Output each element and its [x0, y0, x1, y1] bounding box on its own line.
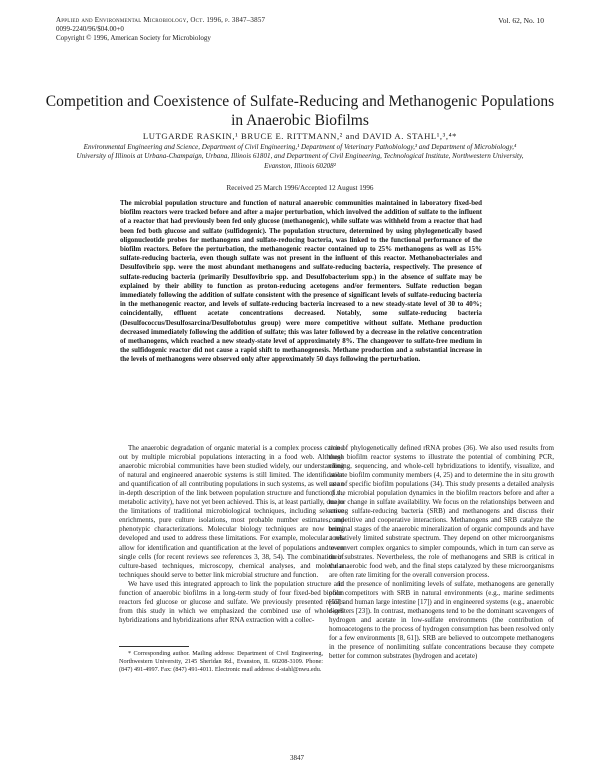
affiliations: Environmental Engineering and Science, Department of Civil Engineering,¹ Department of Veterinary Pathobiology,³ and Department of Microbiology,⁴ University of Illinois at Urbana-Champaign, Urbana, Illinois 61801, and Department of Civil Engineering, Technological Institute, Northwestern University, Evanston, Illinois 60208²	[76, 143, 524, 170]
paragraph: We have used this integrated approach to link the population structure and function of anaerobic biofilms in a long-term study of four fixed-bed biofilm reactors fed glucose or glucose and sulfate. We previously presented results from this study in which we emphasized the combined use of whole-cell hybridizations and hybridizations after RNA extraction with a collec-	[119, 579, 344, 624]
paragraph: In the presence of nonlimiting levels of sulfate, methanogens are generally poor competitors with SRB in natural environments (e.g., marine sediments [55] and human large intestine [17]) and in engineered systems (e.g., anaerobic digesters [23]). In contrast, methanogens tend to be the dominant scavengers of hydrogen and acetate in low-sulfate environments (the contribution of homoacetogens to the process of hydrogen consumption has been resolved only for a few environments [8, 61]). SRB are believed to outcompete methanogens in the presence of nonlimiting sulfate concentrations because they compete better for common substrates (hydrogen and acetate)	[329, 579, 554, 661]
author-list: LUTGARDE RASKIN,¹ BRUCE E. RITTMANN,² and DAVID A. STAHL¹,³,⁴*	[142, 131, 458, 141]
running-header	[56, 16, 265, 43]
paragraph: The anaerobic degradation of organic material is a complex process carried out by multiple microbial populations interacting in a food web. Although anaerobic microbial communities have been studied widely, our understanding of natural and engineered anaerobic systems is still limited. The identification and quantification of all contributing populations in such systems, as well as an in-depth description of the link between population structure and function (i.e., metabolic activity), have not yet been achieved. This is, at least partially, due to the limitations of traditional microbiological techniques, including selective enrichments, pure culture isolations, most probable number estimates, and phenotypic characterizations. Molecular biology techniques are now being developed and used to address these limitations. For example, molecular tools allow for identification and quantification at the level of populations and even single cells (for recent reviews see references 3, 38, 54). The combination of culture-based techniques, microscopy, chemical analyses, and molecular techniques should serve to better link microbial structure and function.	[119, 444, 344, 579]
abstract: The microbial population structure and function of natural anaerobic communities maintained in laboratory fixed-bed biofilm reactors were tracked before and after a major perturbation, which involved the addition of sulfate to the influent of a reactor that had previously been fed only glucose (methanogenic), while sulfate was withheld from a reactor that had been fed both glucose and sulfate (sulfidogenic). The population structure, determined by using phylogenetically based oligonucleotide probes for methanogens and sulfate-reducing bacteria, was linked to the functional performance of the biofilm reactors. Before the perturbation, the methanogenic reactor contained up to 25% methanogens as well as 15% sulfate-reducing bacteria, even though sulfate was not present in the influent of this reactor. Methanobacteriales and Desulfovibrio spp. were the most abundant methanogens and sulfate-reducing bacteria, respectively. The presence of sulfate-reducing bacteria (primarily Desulfovibrio spp. and Desulfobacterium spp.) in the absence of sulfate may be explained by their ability to function as proton-reducing acetogens and/or fermenters. Sulfate reduction began immediately following the addition of sulfate consistent with the presence of significant levels of sulfate-reducing bacteria in the methanogenic reactor, and levels of sulfate-reducing bacteria increased to a new steady-state level of 30 to 40%; coincidentally, effluent acetate concentrations decreased. Notably, some sulfate-reducing bacteria (Desulfococcus/Desulfosarcina/Desulfobotulus group) were more competitive without sulfate. Methane production decreased immediately following the addition of sulfate; this was later followed by a decrease in the relative concentration of methanogens, which reached a new steady-state level of approximately 8%. The changeover to sulfate-free medium in the sulfidogenic reactor did not cause a rapid shift to methanogenesis. Methane production and a substantial increase in the levels of methanogens were observed only after approximately 50 days following the perturbation.	[120, 199, 482, 364]
journal-citation: Applied and Environmental Microbiology, Oct. 1996, p. 3847–3857	[56, 16, 266, 24]
body-column-right	[329, 444, 554, 661]
body-column-left	[119, 444, 344, 625]
footnote-rule	[119, 646, 189, 647]
article-title: Competition and Coexistence of Sulfate-Reducing and Methanogenic Populations in Anaerobic Biofilms	[45, 93, 555, 129]
issn-line: 0099-2240/96/$04.00+0	[56, 25, 124, 33]
volume-number: Vol. 62, No. 10	[498, 16, 544, 25]
copyright-line: Copyright © 1996, American Society for Microbiology	[56, 34, 211, 42]
corresponding-author-footnote: * Corresponding author. Mailing address: Department of Civil Engineering, Northwestern University, 2145 Sheridan Rd., Evanston, IL 60208-3109. Phone: (847) 491-4997. Fax: (847) 491-4011. Electronic mail address: d-stahl@nwu.edu.	[119, 650, 323, 673]
page-number: 3847	[290, 754, 304, 762]
received-date: Received 25 March 1996/Accepted 12 August 1996	[226, 184, 374, 192]
paragraph: tion of phylogenetically defined rRNA probes (36). We also used results from these biofilm reactor systems to illustrate the potential of combining PCR, cloning, sequencing, and whole-cell hybridizations to identify, visualize, and isolate biofilm community members (4, 25) and to determine the in situ growth rate of specific biofilm populations (34). This study presents a detailed analysis of the microbial population dynamics in the biofilm reactors before and after a major change in sulfate availability. We focus on the relationships between and among sulfate-reducing bacteria (SRB) and methanogens and discuss their competitive and cooperative interactions. Methanogens and SRB catalyze the terminal stages of the anaerobic mineralization of organic compounds and have a relatively limited substrate spectrum. They depend on other microorganisms to convert complex organics to simpler compounds, which in turn can serve as their substrates. Nevertheless, the role of methanogens and SRB is critical in the anaerobic food web, and the final steps catalyzed by these microorganisms are often rate limiting for the overall conversion process.	[329, 444, 554, 579]
